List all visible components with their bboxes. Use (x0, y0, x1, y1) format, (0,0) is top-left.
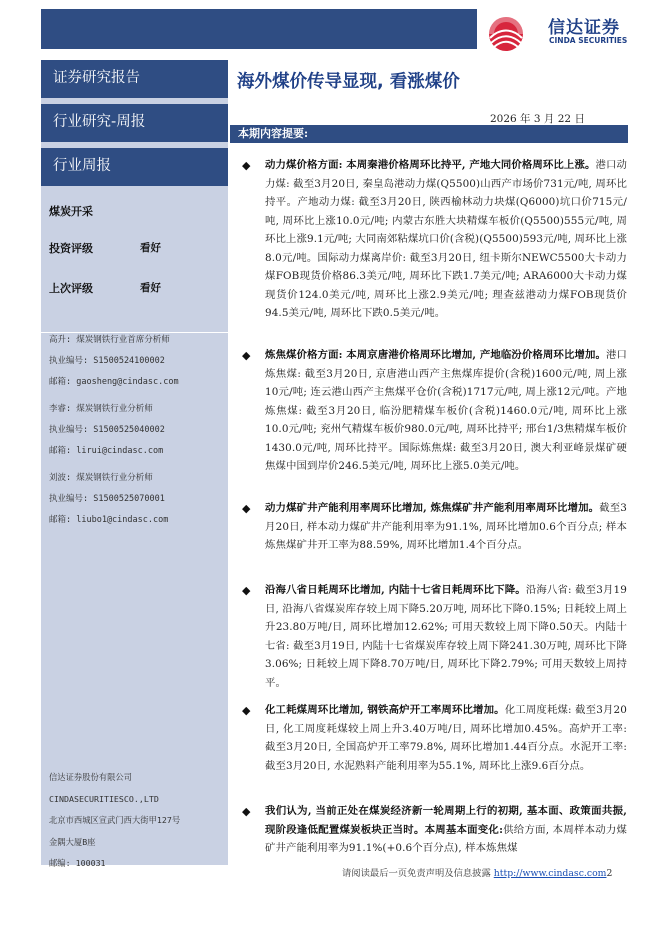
section-body: 化工周度耗煤: 截至3月20日, 化工周度耗煤较上周上升3.40万吨/日, 周环比增加0.45%。高炉开工率: 截至3月20日, 全国高炉开工率79.8%, 周环比增加1.44百分点。水泥开工率: 截至3月20日, 水泥熟料产能利用率为55.1%, 周环比上涨9.6百分点。 (265, 704, 627, 772)
bullet-icon: ◆ (242, 502, 251, 515)
section-body: 截至3月20日, 样本动力煤矿井产能利用率为91.1%, 周环比增加0.6个百分点; 样本炼焦煤矿井开工率为88.59%, 周环比增加1.4个百分点。 (265, 502, 627, 551)
company-address-1: 北京市西城区宣武门西大街甲127号 (49, 815, 181, 825)
bullet-icon: ◆ (242, 704, 251, 717)
company-info (49, 767, 180, 875)
section-body: 沿海八省: 截至3月19日, 沿海八省煤炭库存较上周下降5.20万吨, 周环比下降0.15%; 日耗较上周上升23.80万吨/日, 周环比增加12.62%; 可用天数较上周下降0.50天。内陆十七省: 截至3月19日, 内陆十七省煤炭库存较上周下降241.30万吨, 周环比下降3.06%; 日耗较上周下降8.70万吨/日, 周环比下降2.79%; 可用天数较上周持平。 (265, 584, 627, 689)
prev-rating-value: 看好 (140, 282, 161, 294)
section-heading: 炼焦煤价格方面: 本周京唐港价格周环比增加, 产地临汾价格周环比增加。 (265, 349, 606, 361)
section-heading: 动力煤价格方面: 本周秦港价格周环比持平, 产地大同价格周环比上涨。 (265, 159, 596, 171)
page-number: 2 (606, 868, 613, 879)
analyst-2 (49, 399, 165, 462)
report-type-box: 证券研究报告 (41, 60, 228, 98)
footer (342, 865, 612, 879)
company-name-en: CINDASECURITIESCO.,LTD (49, 793, 159, 804)
industry-label: 煤炭开采 (49, 205, 93, 218)
section-heading: 化工耗煤周环比增加, 钢铁高炉开工率周环比增加。 (265, 704, 505, 716)
footer-disclaimer: 请阅读最后一页免责声明及信息披露 (342, 868, 491, 879)
bullet-icon: ◆ (242, 349, 251, 362)
analyst-1-email[interactable]: 邮箱: gaosheng@cindasc.com (49, 377, 179, 387)
rating-label: 投资评级 (49, 242, 93, 255)
section-body: 港口炼焦煤: 截至3月20日, 京唐港山西产主焦煤库提价(含税)1600元/吨, 周上涨10元/吨; 连云港山西产主焦煤平仓价(含税)1717元/吨, 周上涨12元/吨。产地炼焦煤: 截至3月20日, 临汾肥精煤车板价(含税)1460.0元/吨, 周环比上涨10.0元/吨; 兖州气精煤车板价980.0元/吨, 周环比持平; 邢台1/3焦精煤车板价1430.0元/吨, 周环比持平。国际炼焦煤: 截至3月20日, 澳大利亚峰景煤矿硬焦煤中国到岸价246.5美元/吨, 周环比上涨5.0美元/吨。 (265, 349, 628, 472)
section-coking-coal-price (265, 346, 627, 476)
analyst-2-title: 李睿: 煤炭钢铁行业分析师 (49, 404, 153, 414)
header-band (41, 9, 477, 49)
analyst-1-title: 高升: 煤炭钢铁行业首席分析师 (49, 335, 170, 345)
analyst-3-email[interactable]: 邮箱: liubo1@cindasc.com (49, 515, 169, 525)
analyst-3-cert: 执业编号: S1500525070001 (49, 494, 165, 504)
page-title: 海外煤价传导显现, 看涨煤价 (237, 72, 460, 92)
company-postcode: 邮编: 100031 (49, 858, 106, 868)
rating-value: 看好 (140, 242, 161, 254)
analyst-2-cert: 执业编号: S1500525040002 (49, 425, 165, 435)
section-body: 港口动力煤: 截至3月20日, 秦皇岛港动力煤(Q5500)山西产市场价731元/吨, 周环比持平。产地动力煤: 截至3月20日, 陕西榆林动力块煤(Q6000)坑口价715元/吨, 周环比上涨10.0元/吨; 内蒙古东胜大块精煤车板价(Q5500)555元/吨, 周环比上涨9.1元/吨; 大同南郊粘煤坑口价(含税)(Q5500)593元/吨, 周环比上涨8.0元/吨。国际动力煤离岸价: 截至3月20日, 纽卡斯尔NEWC5500大卡动力煤FOB现货价格86.3美元/吨, 周环比下跌1.7美元/吨; ARA6000大卡动力煤现货价124.0美元/吨, 周环比上涨2.9美元/吨; 理查兹港动力煤FOB现货价94.5美元/吨, 周环比下跌0.5美元/吨。 (265, 159, 627, 319)
section-chemical-steel (265, 701, 627, 775)
analyst-3-title: 刘波: 煤炭钢铁行业分析师 (49, 473, 153, 483)
analyst-1 (49, 330, 179, 393)
logo-text-en: CINDA SECURITIES (549, 36, 628, 45)
footer-url-link[interactable]: http://www.cindasc.com (493, 868, 607, 879)
section-daily-consumption (265, 581, 627, 692)
section-mine-utilization (265, 499, 627, 555)
prev-rating-label: 上次评级 (49, 282, 93, 295)
analyst-1-cert: 执业编号: S1500524100002 (49, 356, 165, 366)
subtype-box: 行业周报 (41, 148, 228, 186)
bullet-icon: ◆ (242, 584, 251, 597)
section-thermal-coal-price (265, 156, 627, 323)
company-address-2: 金隅大厦B座 (49, 836, 96, 847)
analyst-2-email[interactable]: 邮箱: lirui@cindasc.com (49, 446, 164, 456)
category-box: 行业研究-周报 (41, 104, 228, 142)
section-body: 供给方面, 本周样本动力煤矿井产能利用率为91.1%(+0.6个百分点), 样本炼焦煤 (265, 823, 628, 854)
section-outlook (265, 802, 628, 854)
report-date: 2026 年 3 月 22 日 (490, 113, 585, 125)
company-name-cn: 信达证券股份有限公司 (49, 772, 132, 782)
logo-text-cn: 信达证券 (548, 18, 620, 38)
section-heading: 沿海八省日耗周环比增加, 内陆十七省日耗周环比下降。 (265, 584, 526, 596)
bullet-icon: ◆ (242, 805, 251, 818)
analyst-3 (49, 468, 168, 531)
section-heading: 动力煤矿井产能利用率周环比增加, 炼焦煤矿井产能利用率周环比增加。 (265, 502, 600, 514)
bullet-icon: ◆ (242, 159, 251, 172)
section-heading: 我们认为, 当前正处在煤炭经济新一轮周期上行的初期, 基本面、政策面共振, 现阶段逢低配置煤炭板块正当时。本周基本面变化: (265, 805, 627, 836)
summary-header: 本期内容提要: (230, 125, 628, 143)
